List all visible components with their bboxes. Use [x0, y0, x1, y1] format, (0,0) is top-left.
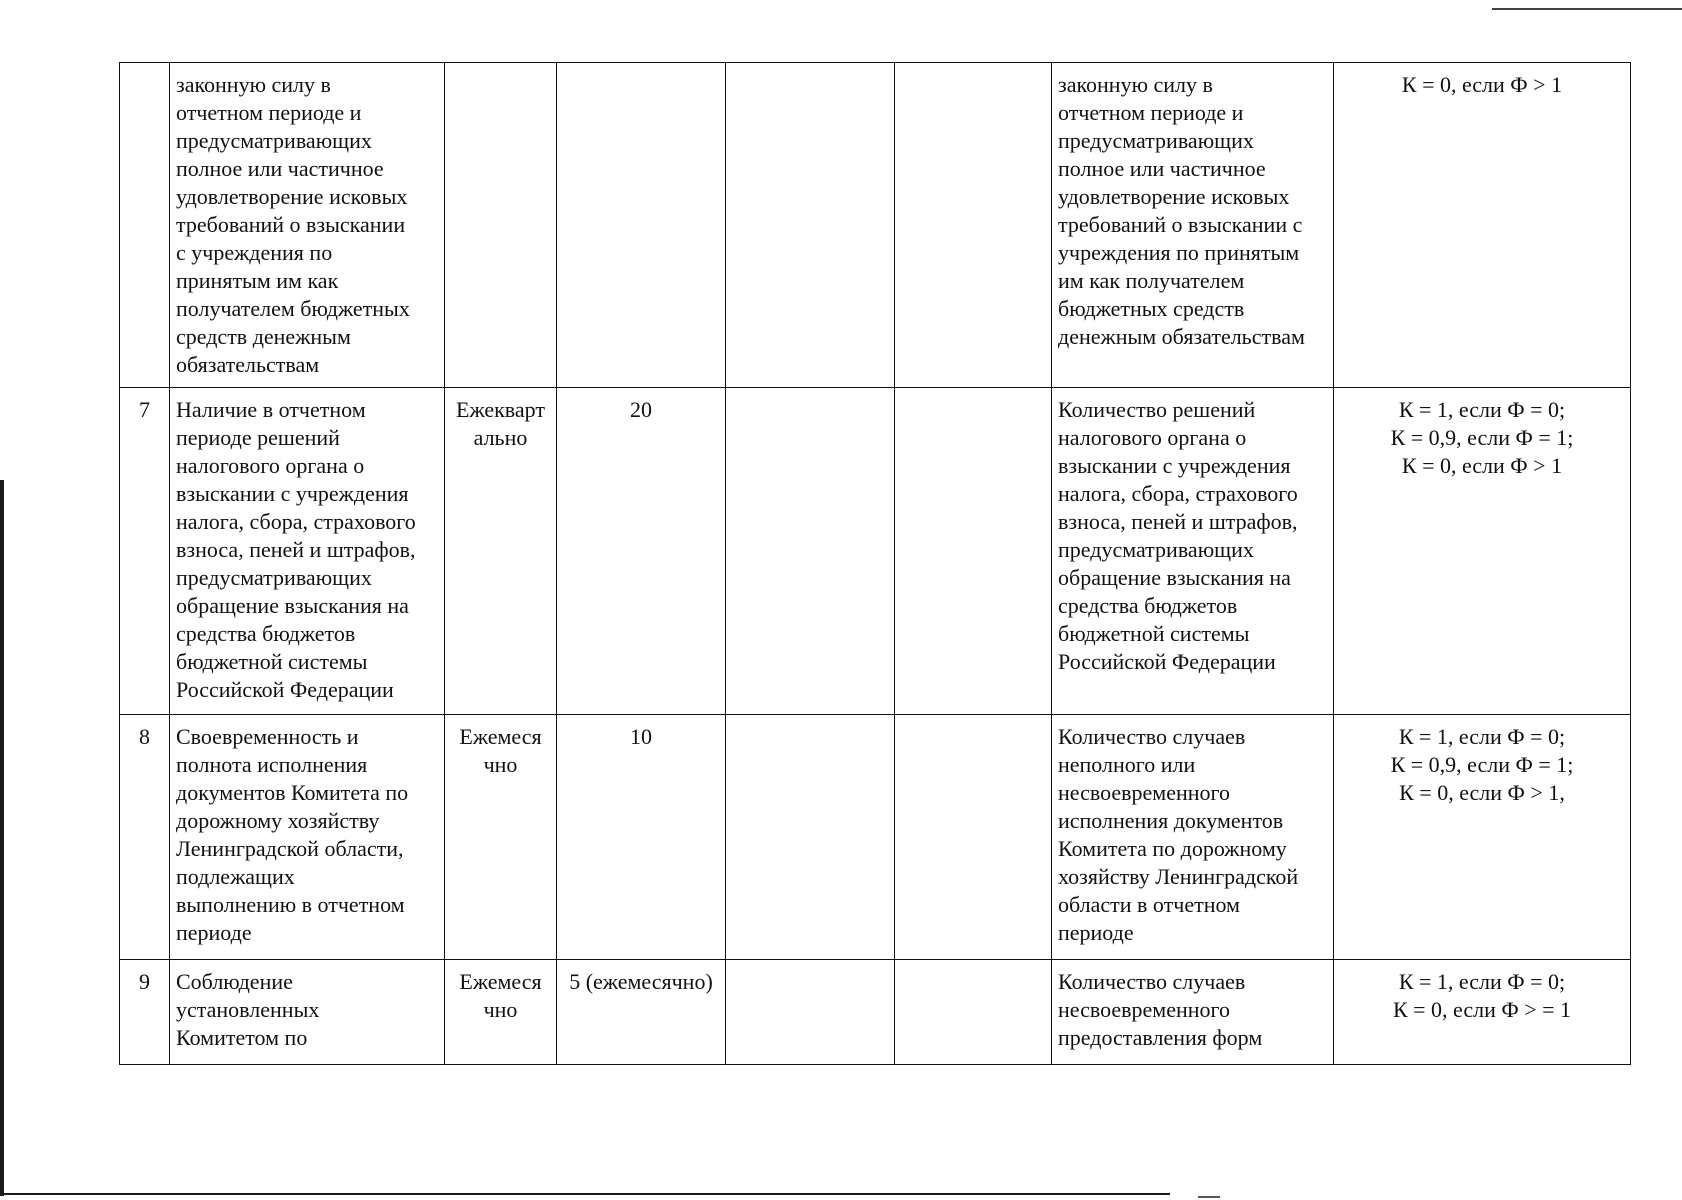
row-number [120, 63, 170, 388]
table-row [120, 63, 1631, 388]
row-number: 9 [120, 960, 170, 1065]
weight-cell: 10 [557, 715, 726, 960]
scan-edge-bottom [0, 1193, 1170, 1195]
coefficient-cell: К = 1, если Ф = 0; К = 0,9, если Ф = 1; К = 0, если Ф > 1, [1334, 715, 1631, 960]
empty-cell [726, 715, 895, 960]
coefficient-cell: К = 1, если Ф = 0; К = 0, если Ф > = 1 [1334, 960, 1631, 1065]
indicators-table [119, 62, 1631, 1065]
empty-cell [895, 63, 1052, 388]
empty-cell [726, 63, 895, 388]
indicator-cell: законную силу в отчетном периоде и предусматривающих полное или частичное удовлетворение исковых требований о взыскании с учреждения по принятым им как получателем бюджетных средств денежным обязательствам [170, 63, 445, 388]
calculation-cell: Количество решений налогового органа о взыскании с учреждения налога, сбора, страхового взноса, пеней и штрафов, предусматривающих обращение взыскания на средства бюджетов бюджетной системы Российской Федерации [1052, 388, 1334, 715]
periodicity-cell: Ежекварт ально [445, 388, 557, 715]
empty-cell [895, 388, 1052, 715]
calculation-cell: Количество случаев несвоевременного предоставления форм [1052, 960, 1334, 1065]
indicator-cell: Наличие в отчетном периоде решений налогового органа о взыскании с учреждения налога, сбора, страхового взноса, пеней и штрафов, предусматривающих обращение взыскания на средства бюджетов бюджетной системы Российской Федерации [170, 388, 445, 715]
empty-cell [726, 960, 895, 1065]
scan-edge-left [0, 480, 4, 1196]
table-row [120, 960, 1631, 1065]
coefficient-cell: К = 0, если Ф > 1 [1334, 63, 1631, 388]
table-row [120, 715, 1631, 960]
periodicity-cell [445, 63, 557, 388]
periodicity-cell: Ежемеся чно [445, 960, 557, 1065]
calculation-cell: законную силу в отчетном периоде и предусматривающих полное или частичное удовлетворение исковых требований о взыскании с учреждения по принятым им как получателем бюджетных средств денежным обязательствам [1052, 63, 1334, 388]
empty-cell [895, 960, 1052, 1065]
weight-cell: 5 (ежемесячно) [557, 960, 726, 1065]
indicator-cell: Соблюдение установленных Комитетом по [170, 960, 445, 1065]
calculation-cell: Количество случаев неполного или несвоевременного исполнения документов Комитета по дорожному хозяйству Ленинградской области в отчетном периоде [1052, 715, 1334, 960]
scan-mark-bottom [1198, 1196, 1220, 1198]
empty-cell [895, 715, 1052, 960]
weight-cell [557, 63, 726, 388]
empty-cell [726, 388, 895, 715]
weight-cell: 20 [557, 388, 726, 715]
scan-edge-top [1492, 8, 1682, 10]
indicator-cell: Своевременность и полнота исполнения документов Комитета по дорожному хозяйству Ленинградской области, подлежащих выполнению в отчетном периоде [170, 715, 445, 960]
row-number: 8 [120, 715, 170, 960]
table-row [120, 388, 1631, 715]
coefficient-cell: К = 1, если Ф = 0; К = 0,9, если Ф = 1; К = 0, если Ф > 1 [1334, 388, 1631, 715]
periodicity-cell: Ежемеся чно [445, 715, 557, 960]
row-number: 7 [120, 388, 170, 715]
